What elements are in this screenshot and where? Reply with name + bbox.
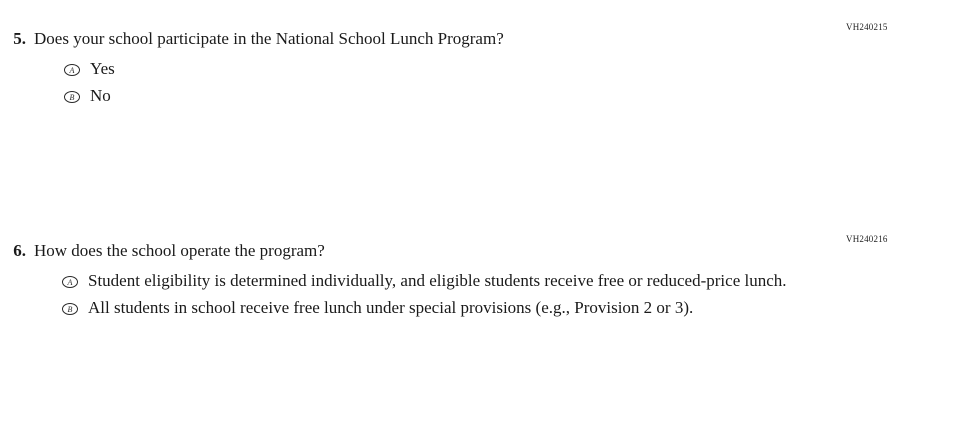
option-bubble-icon[interactable]: A: [62, 276, 78, 288]
option-bubble-icon[interactable]: B: [64, 91, 80, 103]
question-header: [0, 240, 972, 261]
answer-option[interactable]: [0, 59, 972, 80]
question-block-5: [0, 28, 972, 113]
option-bubble-icon[interactable]: B: [62, 303, 78, 315]
option-label: No: [90, 85, 111, 105]
answer-option[interactable]: [0, 271, 972, 292]
answer-option[interactable]: [0, 86, 972, 107]
option-bubble-icon[interactable]: A: [64, 64, 80, 76]
question-text: Does your school participate in the National School Lunch Program?: [34, 29, 504, 48]
question-number: 6.: [13, 241, 26, 260]
answer-options: [0, 59, 972, 106]
question-id-code: VH240215: [846, 22, 888, 32]
option-label: Student eligibility is determined individually, and eligible students receive free or reduced-price lunch.: [88, 271, 787, 291]
question-header: [0, 28, 972, 49]
question-number: 5.: [13, 29, 26, 48]
question-block-6: [0, 240, 972, 325]
option-label: All students in school receive free lunch under special provisions (e.g., Provision 2 or 3).: [88, 297, 694, 317]
question-text: How does the school operate the program?: [34, 241, 325, 260]
option-label: Yes: [90, 59, 115, 79]
answer-options: [0, 271, 972, 318]
question-id-code: VH240216: [846, 234, 888, 244]
answer-option[interactable]: [0, 298, 972, 319]
